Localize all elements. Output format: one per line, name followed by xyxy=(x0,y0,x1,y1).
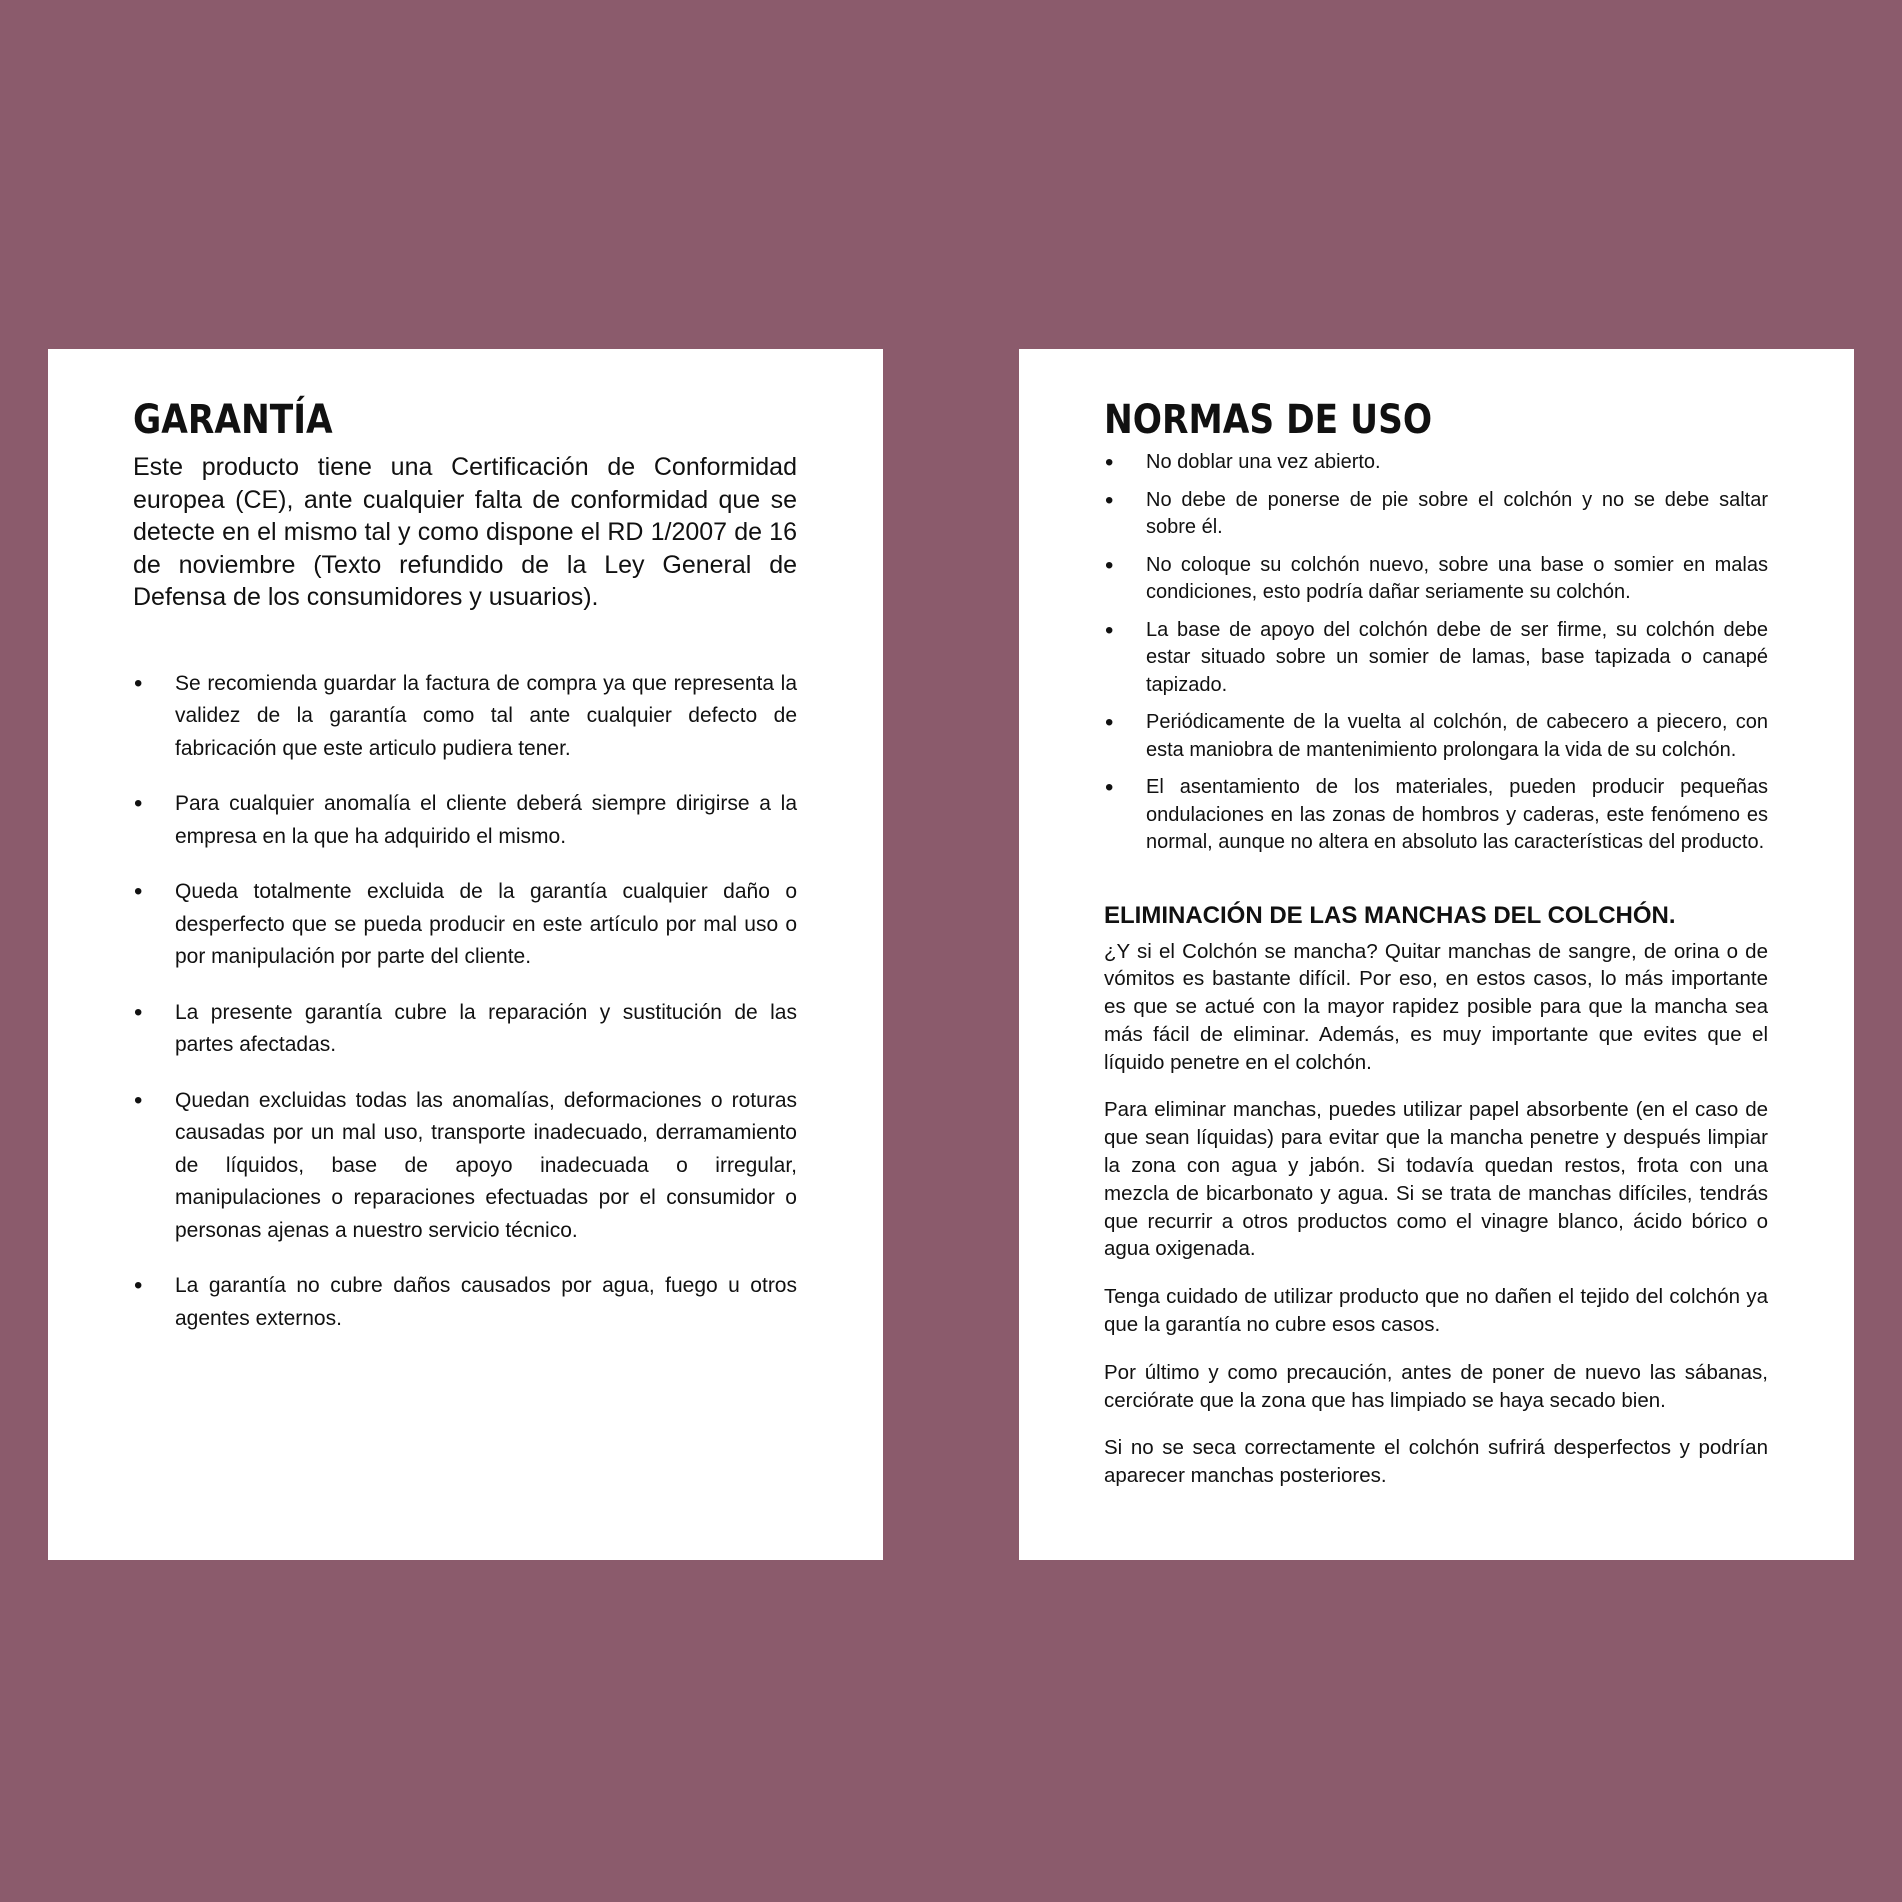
bullet-icon: • xyxy=(134,1272,143,1299)
manchas-paragraph: Tenga cuidado de utilizar producto que no dañen el tejido del colchón ya que la garantía no cubre esos casos. xyxy=(1104,1285,1768,1337)
list-item xyxy=(1104,487,1768,542)
page-normas xyxy=(1019,349,1854,1560)
list-item xyxy=(1104,709,1768,764)
list-item-text: No debe de ponerse de pie sobre el colchón y no se debe saltar sobre él. xyxy=(1146,488,1768,538)
bullet-icon: • xyxy=(134,669,143,697)
manchas-title: ELIMINACIÓN DE LAS MANCHAS DEL COLCHÓN. xyxy=(1104,901,1676,929)
bullet-icon: • xyxy=(1105,709,1114,736)
list-item-text: La garantía no cubre daños causados por agua, fuego u otros agentes externos. xyxy=(175,1274,797,1330)
bullet-icon: • xyxy=(134,790,143,817)
bullet-icon: • xyxy=(134,878,143,905)
normas-title: NORMAS DE USO xyxy=(1104,397,1433,443)
list-item-text: Queda totalmente excluida de la garantía cualquier daño o desperfecto que se pueda producir en este artículo por mal uso o por manipulación por parte del cliente. xyxy=(175,880,797,968)
list-item-text: Para cualquier anomalía el cliente deberá siempre dirigirse a la empresa en la que ha adquirido el mismo. xyxy=(175,792,797,848)
list-item xyxy=(133,997,797,1062)
bullet-icon: • xyxy=(134,1086,143,1114)
bullet-icon: • xyxy=(134,998,143,1026)
list-item-text: Periódicamente de la vuelta al colchón, de cabecero a piecero, con esta maniobra de mantenimiento prolongara la vida de su colchón. xyxy=(1146,711,1768,761)
list-item xyxy=(133,1270,797,1335)
list-item-text: La base de apoyo del colchón debe de ser firme, su colchón debe estar situado sobre un somier de lamas, base tapizada o canapé tapizado. xyxy=(1146,618,1768,696)
list-item-text: El asentamiento de los materiales, pueden producir pequeñas ondulaciones en las zonas de hombros y caderas, este fenómeno es normal, aunque no altera en absoluto las características del producto. xyxy=(1146,776,1768,853)
bullet-icon: • xyxy=(1105,616,1114,644)
bullet-icon: • xyxy=(1105,774,1114,801)
bullet-icon: • xyxy=(1105,449,1114,476)
bullet-icon: • xyxy=(1105,551,1114,579)
list-item xyxy=(1104,449,1768,477)
list-item-text: La presente garantía cubre la reparación y sustitución de las partes afectadas. xyxy=(175,1000,797,1056)
list-item xyxy=(133,876,797,974)
normas-list xyxy=(1104,449,1768,857)
garantia-intro: Este producto tiene una Certificación de Conformidad europea (CE), ante cualquier falta de conformidad que se detecte en el mismo tal y como dispone el RD 1/2007 de 16 de noviembre (Texto refundido de la Ley General de Defensa de los consumidores y usuarios). xyxy=(133,453,797,611)
page-garantia xyxy=(48,349,883,1560)
list-item xyxy=(1104,552,1768,607)
list-item xyxy=(133,788,797,853)
list-item xyxy=(1104,774,1768,857)
manchas-paragraph: Por último y como precaución, antes de poner de nuevo las sábanas, cerciórate que la zona que has limpiado se haya secado bien. xyxy=(1104,1360,1768,1412)
list-item xyxy=(133,668,797,766)
garantia-list xyxy=(133,668,797,1336)
list-item xyxy=(1104,617,1768,700)
list-item-text: No coloque su colchón nuevo, sobre una base o somier en malas condiciones, esto podría dañar seriamente su colchón. xyxy=(1146,553,1768,603)
bullet-icon: • xyxy=(1105,486,1114,514)
list-item-text: Se recomienda guardar la factura de compra ya que representa la validez de la garantía como tal ante cualquier defecto de fabricación que este articulo pudiera tener. xyxy=(175,671,797,760)
manchas-paragraph: ¿Y si el Colchón se mancha? Quitar manchas de sangre, de orina o de vómitos es bastante difícil. Por eso, en estos casos, lo más importante es que se actué con la mayor rapidez posible para que la mancha sea más fácil de eliminar. Además, es muy importante que evites que el líquido penetre en el colchón. xyxy=(1104,939,1768,1074)
manchas-paragraph: Si no se seca correctamente el colchón sufrirá desperfectos y podrían aparecer manchas posteriores. xyxy=(1104,1436,1768,1488)
manchas-paragraph: Para eliminar manchas, puedes utilizar papel absorbente (en el caso de que sean líquidas) para evitar que la mancha penetre y después limpiar la zona con agua y jabón. Si todavía quedan restos, frota con una mezcla de bicarbonato y agua. Si se trata de manchas difíciles, tendrás que recurrir a otros productos como el vinagre blanco, ácido bórico o agua oxigenada. xyxy=(1104,1098,1768,1261)
garantia-title: GARANTÍA xyxy=(133,397,333,443)
list-item xyxy=(133,1085,797,1248)
list-item-text: Quedan excluidas todas las anomalías, deformaciones o roturas causadas por un mal uso, transporte inadecuado, derramamiento de líquidos, base de apoyo inadecuada o irregular, manipulaciones o reparaciones efectuadas por el consumidor o personas ajenas a nuestro servicio técnico. xyxy=(175,1088,797,1242)
list-item-text: No doblar una vez abierto. xyxy=(1146,451,1381,473)
